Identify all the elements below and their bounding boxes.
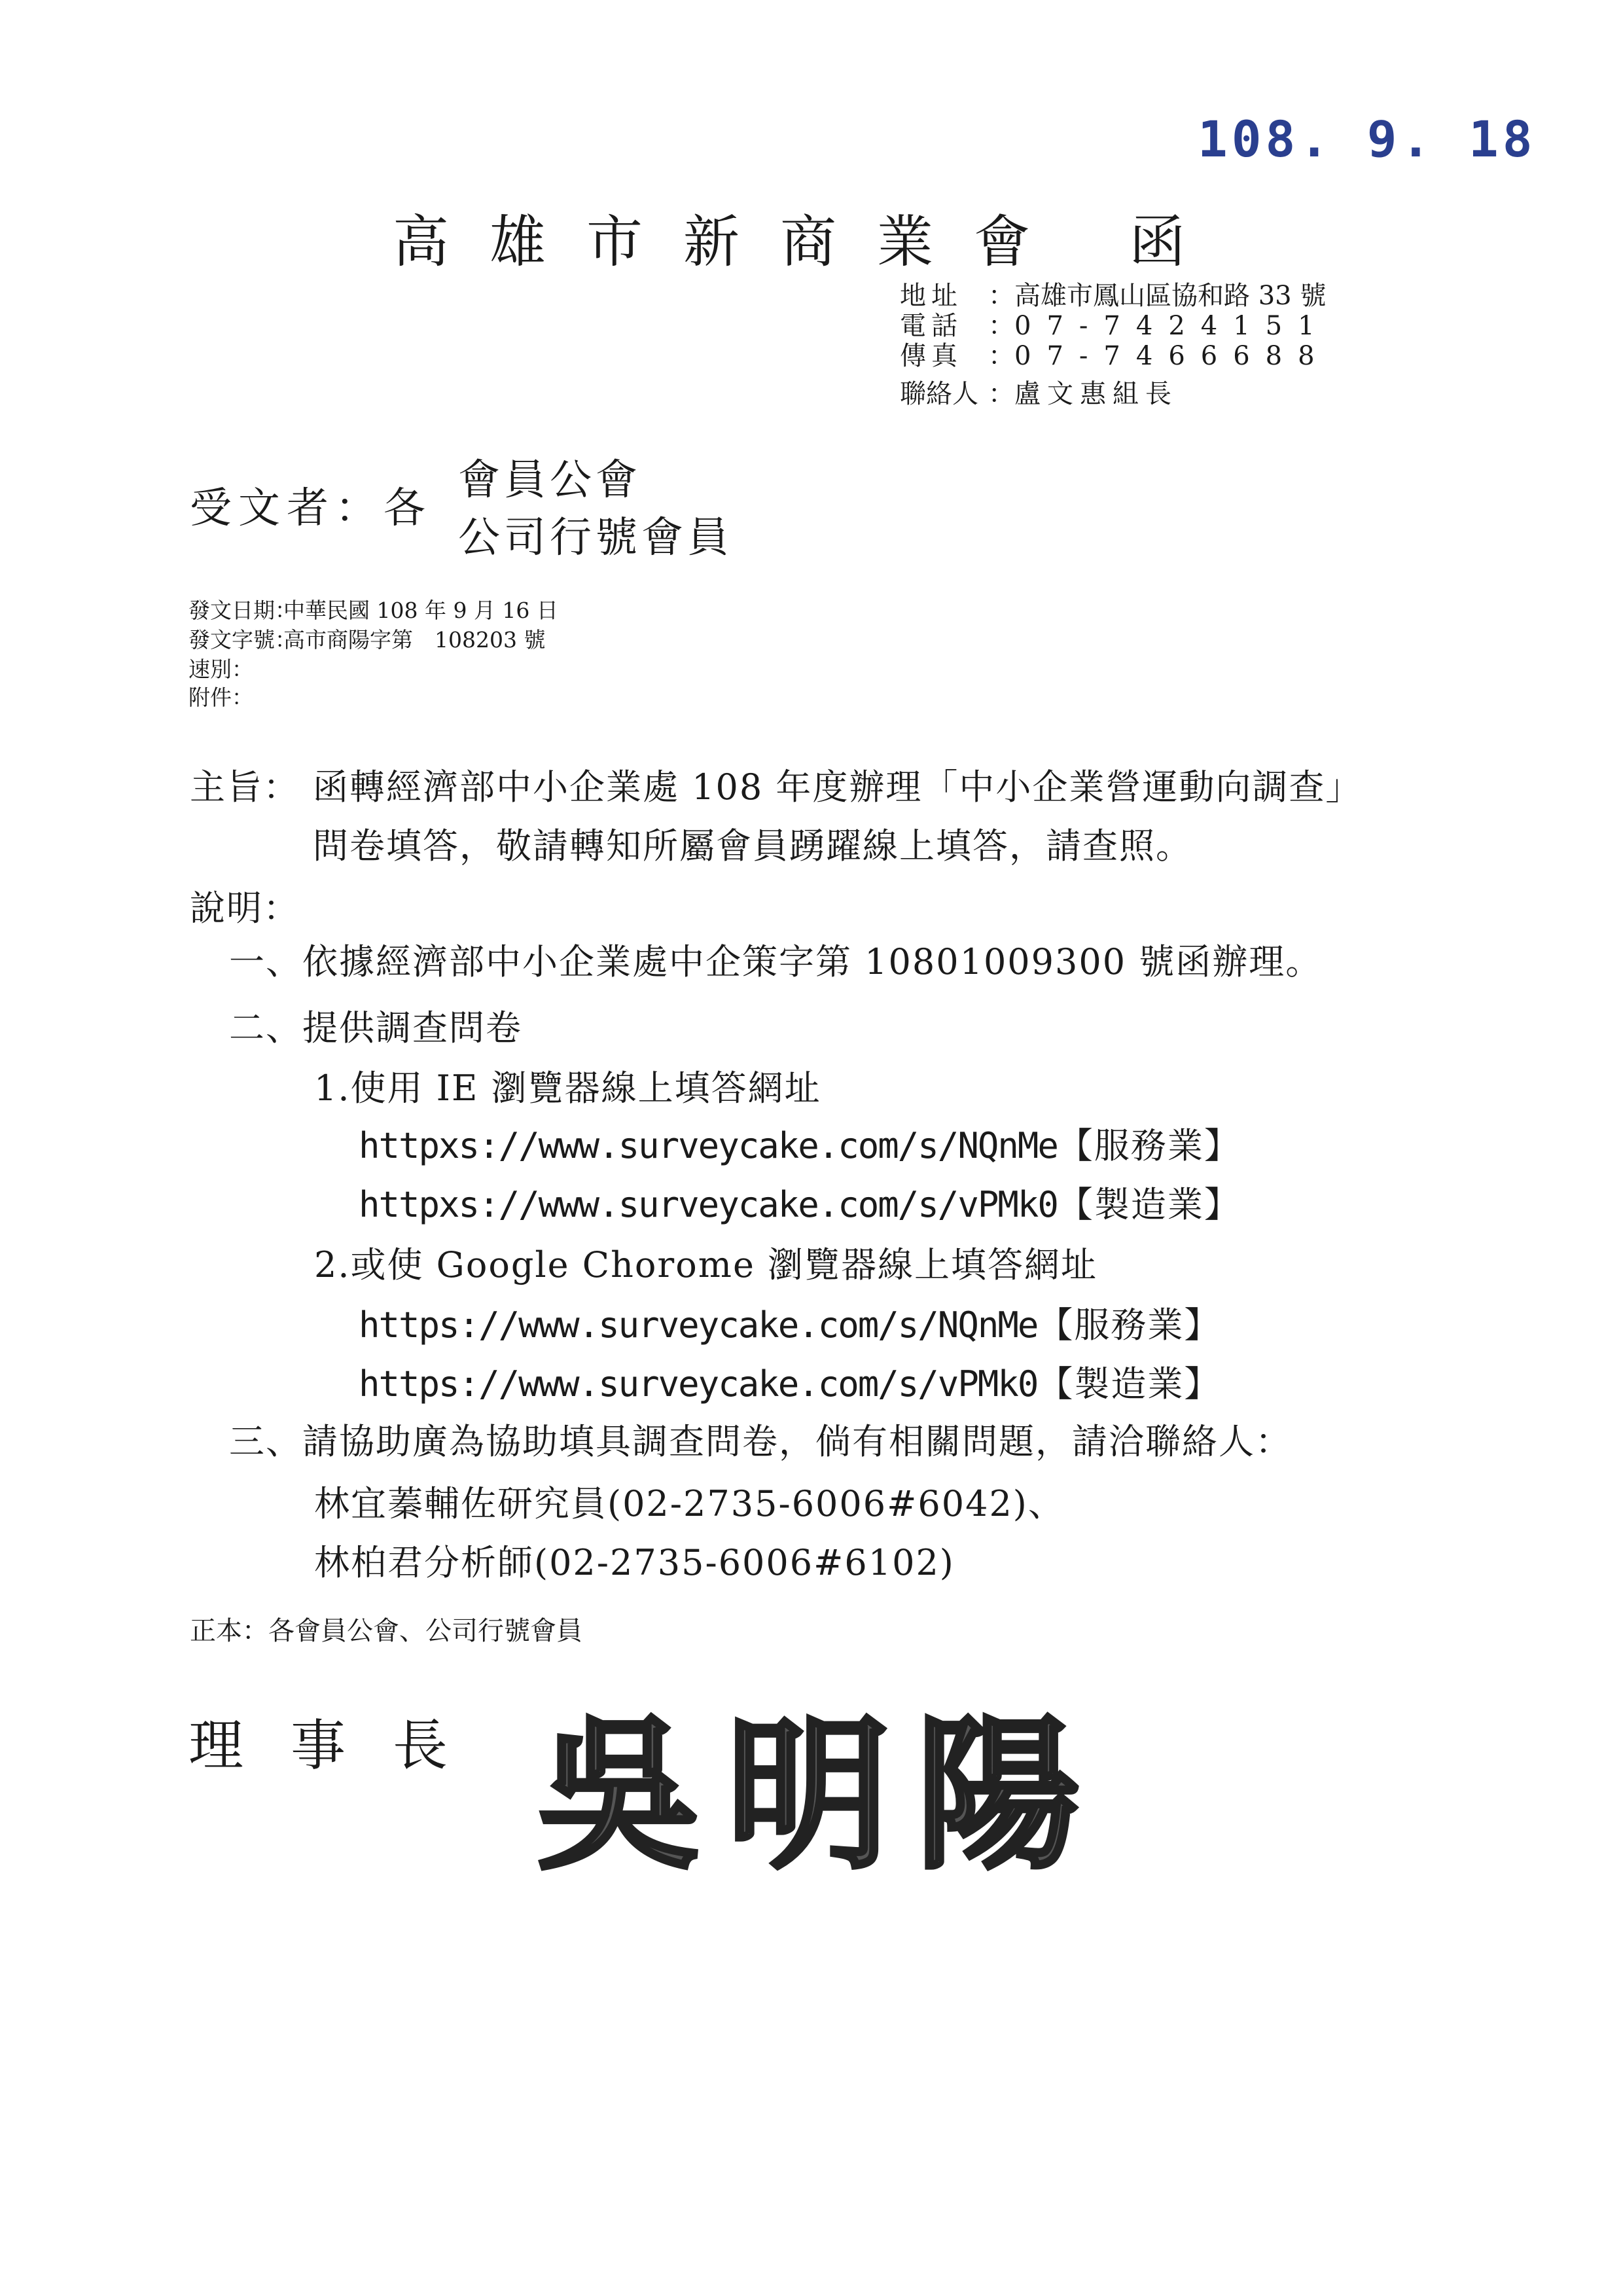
survey-link-ie-manufacturing[interactable]: httpxs://www.surveycake.com/s/vPMk0【製造業】 (359, 1184, 1241, 1225)
survey-link-ie-service[interactable]: httpxs://www.surveycake.com/s/NQnMe【服務業】 (359, 1125, 1241, 1166)
contact-address: 地址 ：高雄市鳳山區協和路 33 號 (900, 275, 1326, 312)
contact-value: 07-7424151 (1014, 311, 1330, 341)
contact-value: 盧文惠組長 (1014, 379, 1178, 409)
contact-value: 高雄市鳳山區協和路 33 號 (1014, 281, 1327, 311)
subject-label: 主旨： (190, 766, 300, 808)
chairman-title: 理事長 (188, 1713, 495, 1778)
contact-person-2: 林柏君分析師(02-2735-6006#6102) (314, 1542, 955, 1583)
contact-fax: 傳真 ：07-7466688 (900, 335, 1330, 372)
received-date-stamp: 108. 9. 18 (1198, 110, 1537, 168)
recipient-line: 公司行號會員 (458, 514, 733, 562)
explanation-sub-item-1: 1.使用 IE 瀏覽器線上填答網址 (314, 1067, 821, 1109)
contact-phone: 電話 ：07-7424151 (900, 305, 1330, 342)
recipient-label: 受文者：各 (190, 484, 432, 533)
explanation-label: 說明： (190, 888, 300, 929)
recipient-line: 會員公會 (458, 456, 641, 505)
explanation-item-3: 三、請協助廣為協助填具調查問卷，倘有相關問題，請洽聯絡人： (229, 1421, 1292, 1462)
meta-issue-date: 發文日期：中華民國 108 年 9 月 16 日 (188, 598, 558, 623)
contact-label: 傳真 (900, 341, 963, 371)
contact-person-1: 林宜蓁輔佐研究員(02-2735-6006#6042)、 (314, 1483, 1065, 1524)
contact-person: 聯絡人 ：盧文惠組長 (900, 373, 1178, 410)
meta-priority: 速別： (188, 656, 253, 682)
explanation-sub-item-2: 2.或使 Google Chorome 瀏覽器線上填答網址 (314, 1244, 1098, 1285)
explanation-item-1: 一、依據經濟部中小企業處中企策字第 10801009300 號函辦理。 (229, 941, 1323, 982)
meta-document-number: 發文字號：高市商陽字第 108203 號 (188, 627, 546, 653)
copy-to: 正本：各會員公會、公司行號會員 (190, 1616, 582, 1646)
chairman-signature (537, 1689, 1126, 1885)
survey-link-chrome-manufacturing[interactable]: https://www.surveycake.com/s/vPMk0【製造業】 (359, 1363, 1221, 1405)
meta-attachment: 附件： (188, 685, 253, 710)
contact-label: 地址 (900, 281, 963, 311)
contact-label: 聯絡人 (900, 379, 978, 409)
contact-label: 電話 (900, 311, 963, 341)
letter-title: 高雄市新商業會 函 (393, 209, 1226, 275)
signature-name: 吳明陽 (537, 1698, 1106, 1885)
subject-text-line-2: 問卷填答，敬請轉知所屬會員踴躍線上填答，請查照。 (313, 825, 1192, 867)
subject-text-line-1: 函轉經濟部中小企業處 108 年度辦理「中小企業營運動向調查」 (313, 766, 1363, 808)
explanation-item-2: 二、提供調查問卷 (229, 1007, 522, 1049)
contact-value: 07-7466688 (1014, 341, 1330, 371)
survey-link-chrome-service[interactable]: https://www.surveycake.com/s/NQnMe【服務業】 (359, 1304, 1221, 1346)
